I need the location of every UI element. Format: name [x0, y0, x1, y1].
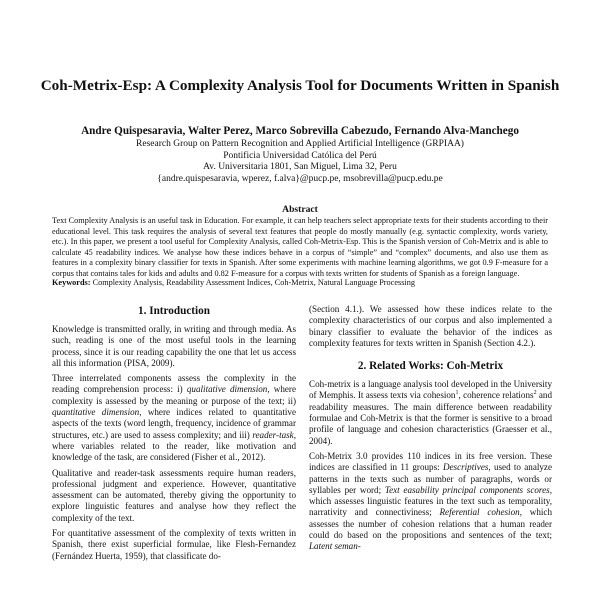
affiliation-line: Research Group on Pattern Recognition and Applied Artificial Intelligence (GRPIAA): [136, 139, 464, 149]
affiliation-block: [20, 139, 580, 185]
related-paragraph-2: Coh-Metrix 3.0 provides 110 indices in its free version. These indices are classified in 11 groups: Descriptives, used to analyze patterns in the texts such as number of paragraphs, words or syllables per word; Text easability principal components scores, which assesses linguistic features in the text such as temporality, narrativity and connectiviness; Referential cohesion, which assesses the number of cohesion relations that a human reader could do based on the propositions and sentences of the text; Latent seman-: [309, 450, 552, 552]
intro-continuation: (Section 4.1.). We assessed how these indices relate to the complexity characteristics of our corpus and also implemented a binary classifier to evaluate the behavior of the indices as complexity features for texts written in Spanish (Section 4.2.).: [309, 304, 552, 348]
intro-paragraph-1: Knowledge is transmitted orally, in writing and through media. As such, reading is one of the most useful tools in the learning process, since it is our reading capability the one that let us access all this information (PISA, 2009).: [52, 324, 296, 368]
introduction-heading: 1. Introduction: [138, 305, 210, 317]
intro-paragraph-2: Three interrelated components assess the complexity in the reading comprehension process: i) qualitative dimension, where complexity is assessed by the meaning or purpose of the text; ii) quantitative dimension, where indices related to quantitative aspects of the texts (word length, frequency, incidence of grammar structures, etc.) are used to assess complexity; and iii) reader-task, where variables related to the reader, like motivation and knowledge of the task, are considered (Fisher et al., 2012).: [52, 373, 296, 463]
left-column: [52, 304, 296, 566]
abstract-heading: Abstract: [282, 204, 318, 215]
related-paragraph-1: Coh-metrix is a language analysis tool developed in the University of Memphis. It assess texts via cohesion$^1$, coherence relations$^2$ and readability measures. The main difference between readability formulae and Coh-Metrix is that the former is sensitive to a broad profile of language and cohesion characteristics (Graesser et al., 2004).: [309, 379, 553, 446]
paper-title: Coh-Metrix-Esp: A Complexity Analysis Tool for Documents Written in Spanish: [40, 77, 560, 94]
keywords-line: [52, 278, 548, 289]
keywords-text: Complexity Analysis, Readability Assessment Indices, Coh-Metrix, Natural Language Processing: [92, 278, 415, 287]
affiliation-emails: {andre.quispesaravia, wperez, f.alva}@pucp.pe, msobrevilla@pucp.edu.pe: [157, 173, 443, 184]
right-column: [309, 304, 552, 557]
intro-paragraph-3: Qualitative and reader-task assessments require human readers, professional judgment and experience. However, quantitative assessment can be automated, thereby giving the opportunity to explore linguistic features and analyse how they reflect the complexity of the text.: [52, 467, 296, 523]
keywords-label: Keywords:: [52, 278, 91, 287]
author-list: Andre Quispesaravia, Walter Perez, Marco Sobrevilla Cabezudo, Fernando Alva-Manchego: [81, 125, 519, 137]
affiliation-line: Pontificia Universidad Católica del Perú: [223, 150, 377, 161]
abstract-text: Text Complexity Analysis is an useful task in Education. For example, it can help teachers select appropriate texts for their students according to their educational level. This task requires the analysis of several text features that people do mostly manually (e.g. syntactic complexity, words variety, etc.). In this paper, we present a tool useful for Complexity Analysis, called Coh-Metrix-Esp. This is the Spanish version of Coh-Metrix and is able to calculate 45 readability indices. We analyse how these indices behave in a corpus of “simple” and “complex” documents, and also use them as features in a complexity binary classifier for texts in Spanish. After some experiments with machine learning algorithms, we got 0.9 F-measure for a corpus that contains tales for kids and adults and 0.82 F-measure for a corpus with texts written for students of Spanish as a foreign language.: [52, 216, 548, 278]
affiliation-line: Av. Universitaria 1801, San Miguel, Lima 32, Peru: [203, 162, 397, 172]
related-works-heading: 2. Related Works: Coh-Metrix: [357, 360, 504, 373]
intro-paragraph-4: For quantitative assessment of the complexity of texts written in Spanish, there exist superficial formulae, like Flesh-Fernandez (Fernández Huerta, 1959), that classificate do-: [52, 528, 296, 561]
